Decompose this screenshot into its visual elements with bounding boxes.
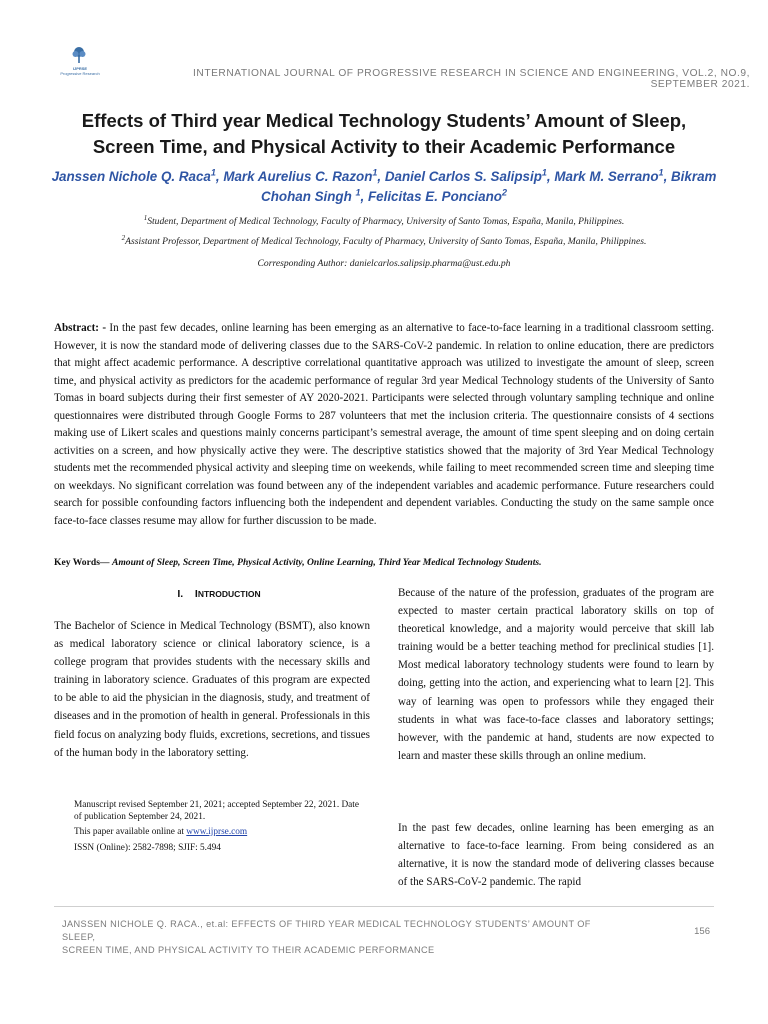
online-availability <box>74 827 364 839</box>
author: Mark M. Serrano <box>554 169 659 184</box>
abstract <box>54 320 714 530</box>
author-sup: 2 <box>501 187 507 198</box>
online-prefix: This paper available online at <box>74 827 187 837</box>
manuscript-dates: Manuscript revised September 21, 2021; accepted September 22, 2021. Date of publication September 24, 2021. <box>74 800 360 822</box>
abstract-label: Abstract: - <box>54 322 107 334</box>
author-sup: 1 <box>372 167 378 178</box>
section-title-first: I <box>194 588 198 600</box>
footer-line-2: SCREEN TIME, AND PHYSICAL ACTIVITY TO THEIR ACADEMIC PERFORMANCE <box>62 945 435 955</box>
section-number: I. <box>177 588 184 600</box>
author-list: Janssen Nichole Q. Raca$^1$, Mark Aurelius C. Razon$^1$, Daniel Carlos S. Salipsip$^1$, Mark M. Serrano$^1$, Bikram Chohan Singh $^1$, Felicitas E. Ponciano$^2$ <box>51 167 717 204</box>
intro-paragraph-3: In the past few decades, online learning has been emerging as an alternative to face-to-face learning. From being considered as an alternative, it is now the standard mode of delivering classes because of the SARS-CoV-2 pandemic. The rapid <box>398 822 714 889</box>
author: Bikram Chohan Singh <box>261 169 717 204</box>
journal-header: INTERNATIONAL JOURNAL OF PROGRESSIVE RESEARCH IN SCIENCE AND ENGINEERING, VOL.2, NO.9, SEPTEMBER 2021. <box>193 68 750 90</box>
logo-tagline <box>58 66 102 76</box>
intro-paragraph-2: Because of the nature of the profession, graduates of the program are expected to master certain practical laboratory skills on top of theoretical knowledge, and a majority would perceive that skill lab training would be a better teaching method for preclinical studies [1]. Most medical laboratory technology students were found to learn by doing, getting into the action, and experiencing what to learn [2]. This way of learning was open to professors while they engaged their students in what was face-to-face classes and laboratory settings; however, with the pandemic at hand, students are now expected to learn and master these skills through an online medium. <box>398 587 714 762</box>
footer-line-1: JANSSEN NICHOLE Q. RACA., et.al: EFFECTS OF THIRD YEAR MEDICAL TECHNOLOGY STUDENTS’ AMOUNT OF SLEEP, <box>62 919 591 942</box>
running-footer <box>62 918 622 957</box>
author-sup: 1 <box>210 167 216 178</box>
affiliation-1 <box>20 213 748 227</box>
page-number: 156 <box>694 926 710 937</box>
author: Mark Aurelius C. Razon <box>223 169 373 184</box>
author-sup: 1 <box>355 187 361 198</box>
affiliation-text: Assistant Professor, Department of Medical Technology, Faculty of Pharmacy, University of Santo Tomas, España, Manila, Philippines. <box>125 236 647 247</box>
author: Daniel Carlos S. Salipsip <box>384 169 542 184</box>
keywords-label: Key Words— <box>54 557 110 568</box>
footer-divider <box>54 906 714 907</box>
affiliation-sup: 1 <box>143 213 148 222</box>
journal-website-link[interactable]: www.ijprse.com <box>186 827 248 837</box>
affiliation-2 <box>20 233 748 247</box>
keywords-text: Amount of Sleep, Screen Time, Physical Activity, Online Learning, Third Year Medical Technology Students. <box>111 557 542 568</box>
section-heading <box>54 588 384 600</box>
abstract-text: In the past few decades, online learning has been emerging as an alternative to face-to-face learning in a traditional classroom setting. However, it is now the standard mode of delivering classes due to the SARS-CoV-2 pandemic. In relation to online education, there are predictors that might affect academic performance. A descriptive correlational quantitative approach was utilized to investigate the amount of sleep, screen time, and physical activity as predictors for the academic performance of regular 3rd year Medical Technology students of the University of Santo Tomas in board subjects during their first semester of AY 2020-2021. Participants were selected through voluntary sampling technique and online questionnaires were distributed through Google Forms to 287 volunteers that met the inclusion criteria. The questionnaire consists of 4 sections making use of Likert scales and questions mainly concerns participant’s semestral average, the amount of time spent sleeping and on doing certain activities on a screen, and how physically active they were. The descriptive statistics showed that the majority of 3rd Year Medical Technology students met the recommended physical activity and sleeping time on weekends, while failing to meet recommended screen time and sleeping time on weekdays. No significant correlation was found between any of the independent variables and academic performance. Future researchers could search for possible confounding factors influencing both the independent and dependent variables. Conducting the study on the same sample once face-to-face classes resume may allow for further discussion to be made. <box>54 322 715 527</box>
affiliation-text: Student, Department of Medical Technology, Faculty of Pharmacy, University of Santo Tomas, España, Manila, Philippines. <box>147 216 625 227</box>
title-line-2: Screen Time, and Physical Activity to their Academic Performance <box>92 136 676 157</box>
title-line-1: Effects of Third year Medical Technology Students’ Amount of Sleep, <box>81 110 687 131</box>
logo-name: IJPRSE <box>72 66 88 71</box>
affiliation-sup: 2 <box>121 233 126 242</box>
intro-paragraph-1: The Bachelor of Science in Medical Technology (BSMT), also known as medical laboratory science or clinical laboratory science, is a college program that provides students with the necessary skills and training in laboratory science. Graduates of this program are expected to be able to aid the physician in the diagnosis, study, and treatment of diseases and in the promotion of health in general. Professionals in this field focus on analyzing body fluids, excretions, secretions, and tissues of the human body in the laboratory setting. <box>54 620 370 759</box>
tree-icon <box>71 46 87 64</box>
manuscript-footnote <box>74 800 364 858</box>
logo-tagline-text: Progressive Research <box>60 71 100 76</box>
keywords <box>54 557 714 568</box>
author-sup: 1 <box>658 167 664 178</box>
journal-logo <box>58 46 102 80</box>
corresponding-author: Corresponding Author: danielcarlos.salipsip.pharma@ust.edu.ph <box>257 258 511 269</box>
author: Janssen Nichole Q. Raca <box>51 169 211 184</box>
author: Felicitas E. Ponciano <box>367 189 502 204</box>
issn-line: ISSN (Online): 2582-7898; SJIF: 5.494 <box>74 842 221 853</box>
paper-title <box>40 108 728 160</box>
section-title-rest: NTRODUCTION <box>197 589 261 599</box>
author-sup: 1 <box>541 167 547 178</box>
